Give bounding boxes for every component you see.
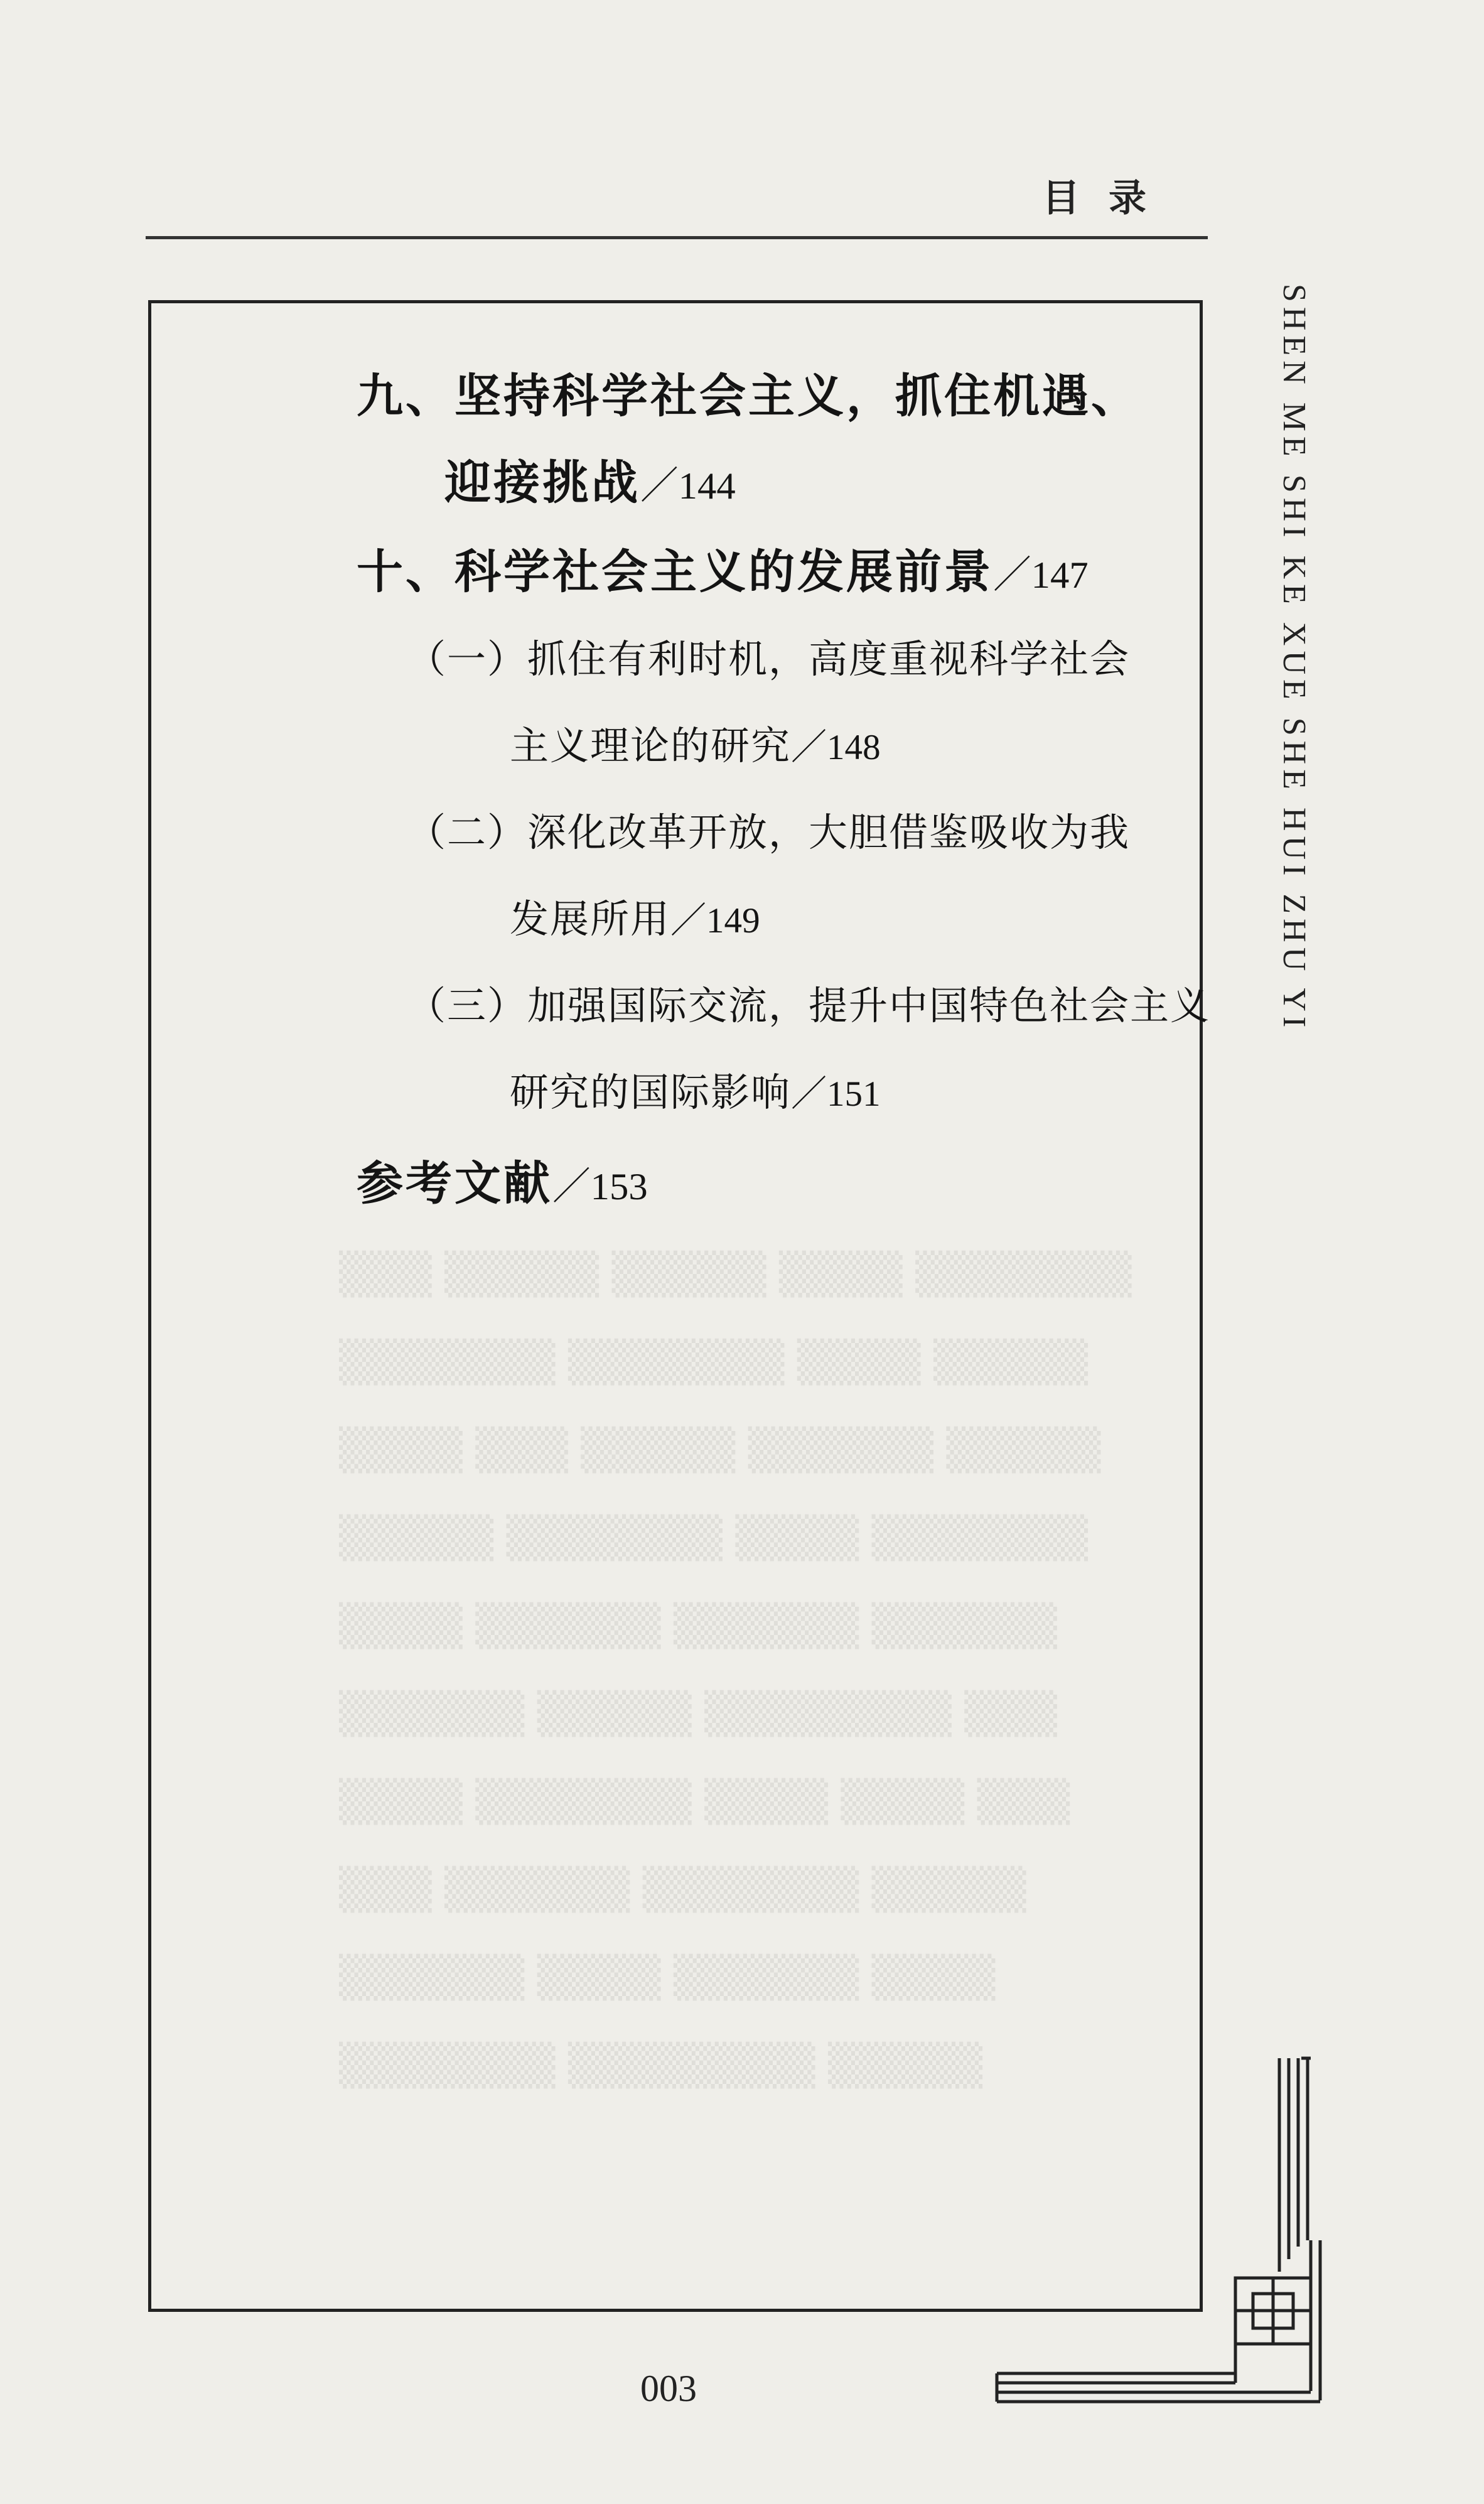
toc-ch9-page: ／144 <box>640 465 736 507</box>
toc-s2-title-part2: 发展所用 <box>510 896 671 942</box>
bleed-through-texture: ▒▒▒ ▒▒▒▒▒ ▒▒▒▒▒ ▒▒▒▒ ▒▒▒▒▒▒▒ ▒▒▒▒▒▒▒ ▒▒▒▒▒▒▒ ▒▒▒▒ ▒▒▒▒▒ ▒▒▒▒ ▒▒▒ ▒▒▒▒▒ ▒▒▒▒▒▒ ▒▒▒▒▒ ▒▒▒▒▒ ▒▒▒▒▒▒▒ ▒▒▒▒ ▒▒▒▒▒▒▒ ▒▒▒▒ ▒▒▒▒▒▒ ▒▒▒▒▒▒ ▒▒▒▒▒▒ ▒▒▒▒▒▒ ▒▒▒▒▒ ▒▒▒▒▒▒▒▒ ▒▒▒ ▒▒▒▒ ▒▒▒▒▒▒▒ ▒▒▒▒ ▒▒▒▒ ▒▒▒ ▒▒▒ ▒▒▒▒▒▒ ▒▒▒▒▒▒▒ ▒▒▒▒▒ ▒▒▒▒▒▒ ▒▒▒▒ ▒▒▒▒▒▒ ▒▒▒▒ ▒▒▒▒▒▒▒ ▒▒▒▒▒▒▒▒ ▒▒▒▒▒ <box>339 1251 1132 2089</box>
toc-s1-title-part1: （一）抓住有利时机，高度重视科学社会 <box>407 636 1131 682</box>
toc-ch9-line2[interactable] <box>444 446 736 512</box>
toc-ch9-line1[interactable] <box>357 359 1140 426</box>
toc-s1-page: ／148 <box>791 728 881 767</box>
toc-references-page: ／153 <box>552 1166 648 1208</box>
toc-s1-line2[interactable] <box>510 715 881 770</box>
toc-s3-title-part2: 研究的国际影响 <box>510 1069 792 1115</box>
toc-s3-line2[interactable] <box>510 1061 881 1117</box>
toc-s3-title-part1: （三）加强国际交流，提升中国特色社会主义 <box>407 983 1211 1028</box>
page-number: 003 <box>640 2368 697 2409</box>
toc-s1-title-part2: 主义理论的研究 <box>510 723 792 769</box>
toc-s3-line1[interactable] <box>407 974 1210 1030</box>
running-header: 目录 <box>1042 176 1175 220</box>
side-title: SHEN ME SHI KE XUE SHE HUI ZHU YI <box>1276 284 1312 1033</box>
toc-ch10-title: 十、科学社会主义的发展前景 <box>357 545 993 599</box>
toc-s2-title-part1: （二）深化改革开放，大胆借鉴吸收为我 <box>407 809 1131 855</box>
header-rule <box>146 236 1208 239</box>
toc-ch9-title-part1: 九、坚持科学社会主义，抓住机遇、 <box>357 369 1140 423</box>
toc-references-title: 参考文献 <box>357 1157 552 1211</box>
corner-ornament-icon <box>984 2052 1336 2429</box>
toc-references[interactable] <box>357 1147 648 1213</box>
toc-s2-page: ／149 <box>670 901 760 941</box>
toc-s1-line1[interactable] <box>407 628 1130 684</box>
toc-ch9-title-part2: 迎接挑战 <box>444 456 640 510</box>
toc-ch10-page: ／147 <box>993 554 1089 596</box>
toc-s3-page: ／151 <box>791 1074 881 1114</box>
toc-s2-line2[interactable] <box>510 888 760 944</box>
toc-ch10[interactable] <box>357 535 1089 602</box>
toc-s2-line1[interactable] <box>407 801 1130 857</box>
